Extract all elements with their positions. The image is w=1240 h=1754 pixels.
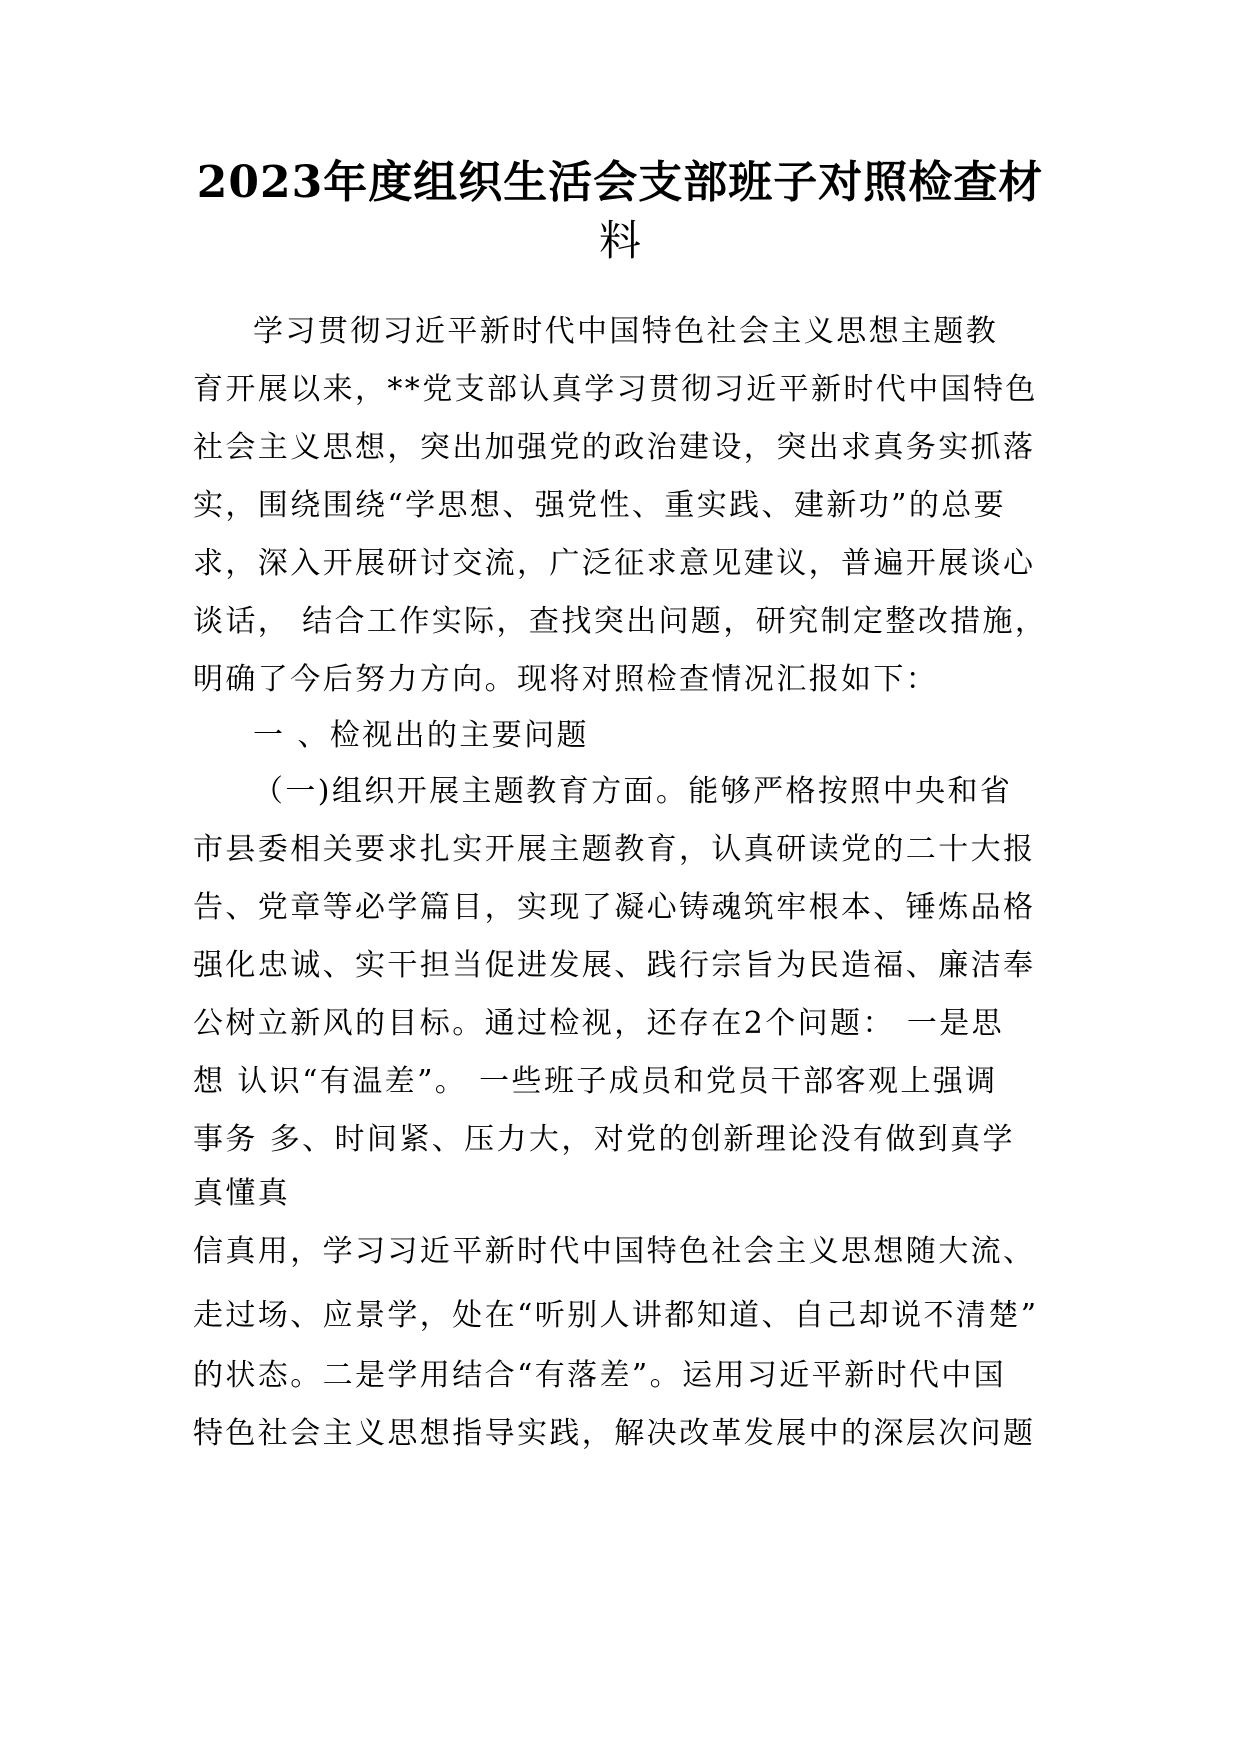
paragraph-line: 社会主义思想，突出加强党的政治建设，突出求真务实抓落 [193, 430, 1036, 465]
document-title-line-2: 料 [598, 216, 641, 265]
paragraph-line: 明确了今后努力方向。现将对照检查情况汇报如下： [193, 662, 939, 697]
paragraph-line: 实，围绕围绕“学思想、强党性、重实践、建新功”的总要 [193, 488, 1007, 523]
paragraph-line: 育开展以来，**党支部认真学习贯彻习近平新时代中国特色 [193, 372, 1038, 407]
paragraph-line: 信真用，学习习近平新时代中国特色社会主义思想随大流、 [193, 1234, 1036, 1269]
paragraph-line: （一)组织开展主题教育方面。能够严格按照中央和省 [253, 774, 1013, 809]
paragraph-line: 走过场、应景学，处在“听别人讲都知道、自己却说不清楚” [193, 1298, 1039, 1333]
paragraph-line: 谈话， 结合工作实际，查找突出问题，研究制定整改措施， [193, 604, 1048, 639]
paragraph-line: 想 认识“有温差”。 一些班子成员和党员干部客观上强调 [193, 1064, 998, 1099]
paragraph-line: 的状态。二是学用结合“有落差”。运用习近平新时代中国 [193, 1358, 1007, 1393]
paragraph-line: 特色社会主义思想指导实践，解决改革发展中的深层次问题 [193, 1416, 1036, 1451]
paragraph-line: 事务 多、时间紧、压力大，对党的创新理论没有做到真学 [193, 1122, 1015, 1157]
paragraph-line: 公树立新风的目标。通过检视，还存在2个问题： 一是思 [193, 1006, 1005, 1041]
paragraph-line: 真懂真 [193, 1176, 291, 1211]
section-heading: 一 、检视出的主要问题 [253, 718, 589, 753]
paragraph-line: 学习贯彻习近平新时代中国特色社会主义思想主题教 [253, 314, 999, 349]
paragraph-line: 市县委相关要求扎实开展主题教育，认真研读党的二十大报 [193, 832, 1036, 867]
paragraph-line: 求，深入开展研讨交流，广泛征求意见建议，普遍开展谈心 [193, 546, 1036, 581]
paragraph-line: 强化忠诚、实干担当促进发展、践行宗旨为民造福、廉洁奉 [193, 948, 1036, 983]
document-title-line-1: 2023年度组织生活会支部班子对照检查材 [196, 157, 1044, 208]
paragraph-line: 告、党章等必学篇目，实现了凝心铸魂筑牢根本、锤炼品格 [193, 890, 1036, 925]
